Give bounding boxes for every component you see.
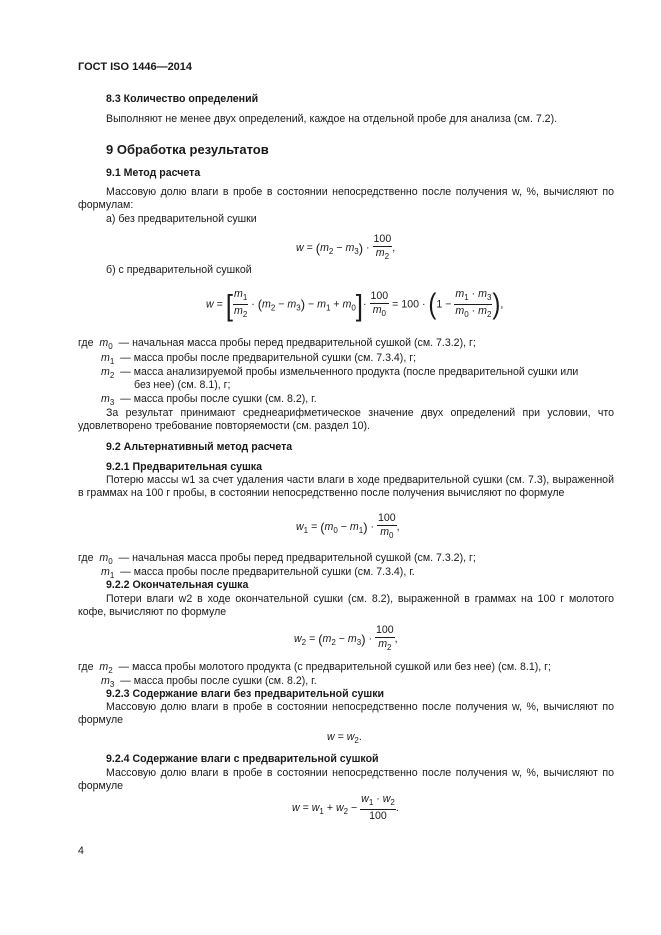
page-number: 4 [78,845,84,857]
formula-w2: $w_2 = (m_2 - m_3)$ · $\frac{100}{m_2}$ , [294,624,398,652]
where-item: $m_3$ — масса пробы после сушки (см. 8.2), г. [101,393,317,407]
section-8-3-heading: 8.3 Количество определений [106,93,259,105]
case-b-label: б) с предварительной сушкой [106,264,252,276]
section-9-2-2-heading: 9.2.2 Окончательная сушка [106,579,249,591]
where-item: где $m_0$ — начальная масса пробы перед предварительной сушкой (см. 7.3.2), г; [78,337,476,351]
section-9-2-3-heading: 9.2.3 Содержание влаги без предварительной сушки [106,688,385,700]
section-9-1-heading: 9.1 Метод расчета [106,167,201,179]
section-8-3-text: Выполняют не менее двух определений, каждое на отдельной пробе для анализа (см. 7.2). [106,113,558,125]
section-9-heading: 9 Обработка результатов [106,142,269,157]
where-item: где $m_2$ — масса пробы молотого продукта (с предварительной сушкой или без нее) (см. 8.1), г; [78,661,551,675]
case-a-label: а) без предварительной сушки [106,213,257,225]
where-item: $m_1$ — масса пробы после предварительной сушки (см. 7.3.4), г. [101,566,415,580]
section-9-2-3-text: Массовую долю влаги в пробе в состоянии непосредственно после получения w, %, вычисляют по формуле [78,701,614,726]
section-9-2-4-heading: 9.2.4 Содержание влаги с предварительной сушкой [106,753,379,765]
section-9-1-intro: Массовую долю влаги в пробе в состоянии непосредственно после получения w, %, вычисляют по формулам: [78,186,614,211]
formula-w-total: $w = w_1 + w_2$ − $\frac{w_1 \cdot w_2}{100}$ . [292,793,399,822]
result-text: За результат принимают среднеарифметическое значение двух определений при условии, что удовлетворено требование повторяемости (см. раздел 10). [78,407,614,432]
section-9-2-4-text: Массовую долю влаги в пробе в состоянии непосредственно после получения w, %, вычисляют по формуле [78,767,614,792]
formula-w-eq-w2: $w = w_2$. [327,731,362,745]
formula-a: $w = (m_2 - m_3)$ · $\frac{100}{m_2}$ , [296,233,396,261]
where-item: где $m_0$ — начальная масса пробы перед предварительной сушкой (см. 7.3.2), г; [78,552,476,566]
where-item: $m_1$ — масса пробы после предварительной сушки (см. 7.3.4), г; [101,352,417,366]
section-9-2-1-heading: 9.2.1 Предварительная сушка [106,461,262,473]
section-9-2-2-text: Потери влаги w2 в ходе окончательной сушки (см. 8.2), выраженной в граммах на 100 г молотого кофе, вычисляют по формуле [78,593,614,618]
section-9-2-heading: 9.2 Альтернативный метод расчета [106,441,293,453]
section-9-2-1-text: Потерю массы w1 за счет удаления части влаги в ходе предварительной сушки (см. 7.3), выраженной в граммах на 100 г пробы, в состоянии непосредственно после получения вычисляют по формуле [78,474,614,499]
formula-w1: $w_1 = (m_0 - m_1)$ · $\frac{100}{m_0}$ , [296,512,400,540]
where-item: $m_3$ — масса пробы после сушки (см. 8.2), г. [101,675,317,689]
where-item: $m_2$ — масса анализируемой пробы измельченного продукта (после предварительной сушки или [101,366,579,380]
where-item: без нее) (см. 8.1), г; [134,379,231,391]
formula-b: w = [ $\frac{m_1}{m_2}$ · $(m_2 - m_3) - m_1 + m_0]\cdot$ $\frac{100}{m_0}$ = 100 · (1 − $\frac{m_1 \cdot m_3}{m_0 \cdot m_2}$ ), [206,287,504,322]
document-id: ГОСТ ISO 1446—2014 [78,61,193,73]
